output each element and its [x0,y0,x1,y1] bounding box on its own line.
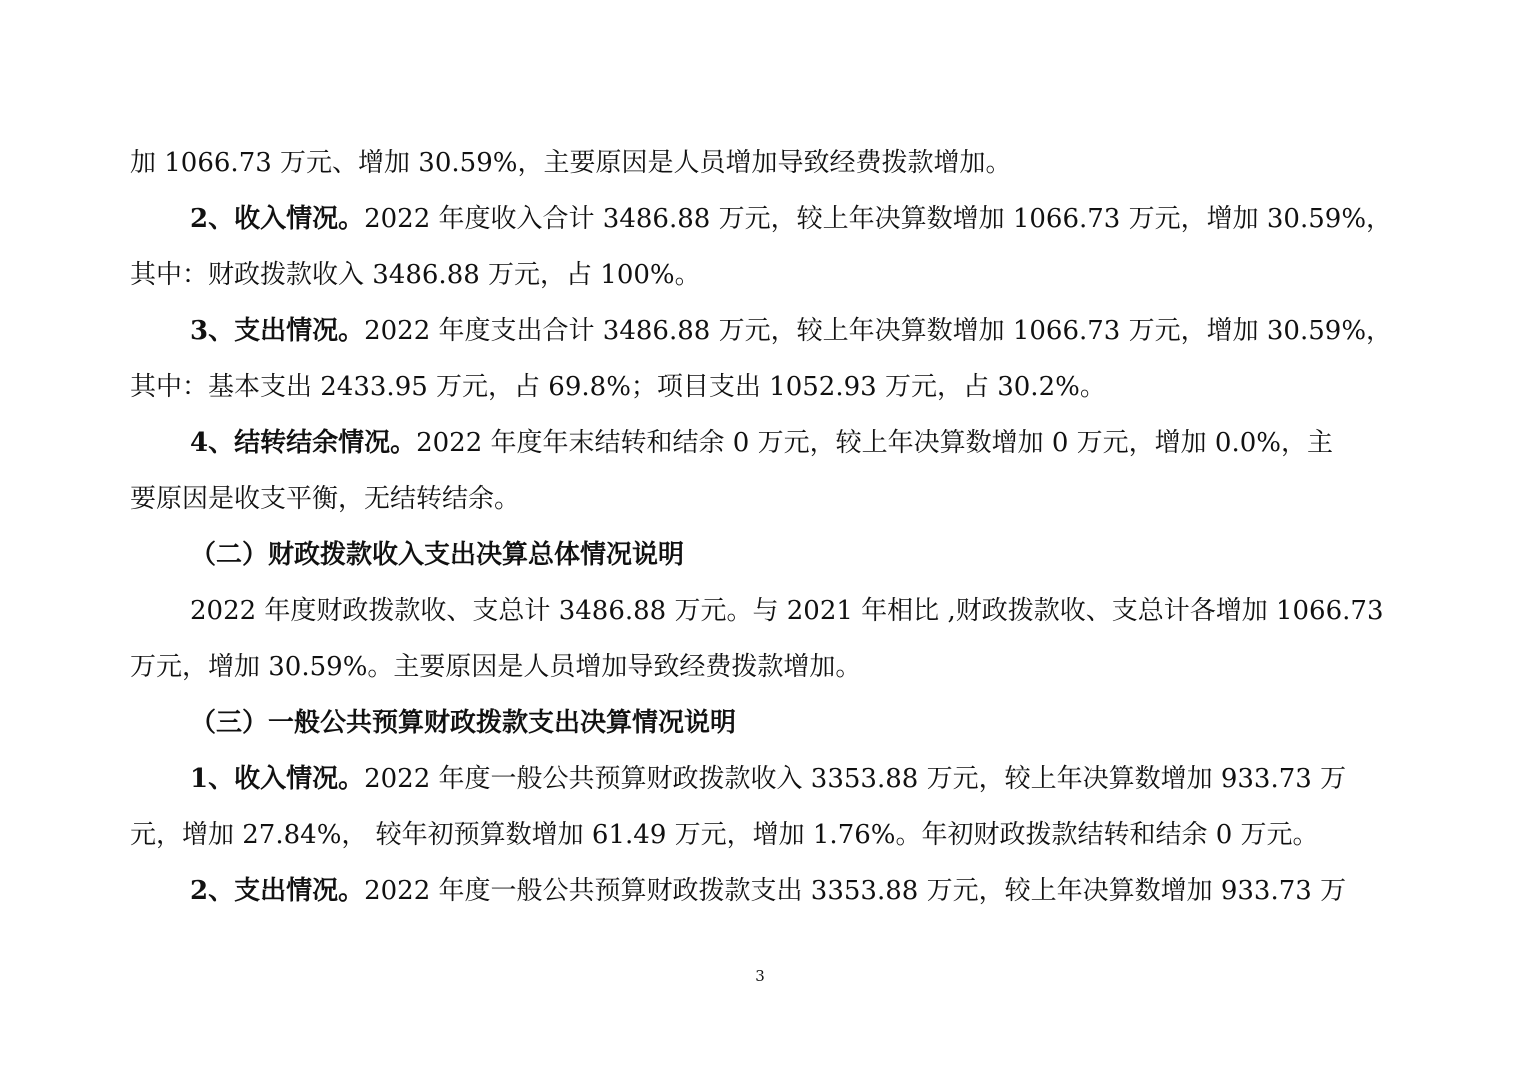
line-text: 要原因是收支平衡，无结转结余。 [130,484,521,514]
text-line [130,647,1395,687]
text-line [190,199,1395,239]
text-line [190,871,1395,911]
section-heading [190,535,1395,575]
item-lead: 2、支出情况。 [190,876,365,906]
line-text: 2022 年度收入合计 3486.88 万元，较上年决算数增加 1066.73 万元，增加 30.59%， [364,204,1393,234]
line-text: 2022 年度年末结转和结余 0 万元，较上年决算数增加 0 万元，增加 0.0%，主 [416,428,1333,458]
item-lead: 4、结转结余情况。 [190,428,417,458]
section-heading-text: （二）财政拨款收入支出决算总体情况说明 [190,540,685,570]
text-line [130,255,1395,295]
text-line [130,815,1395,855]
text-line [130,143,1395,183]
text-line [190,423,1395,463]
text-line [190,311,1395,351]
line-text: 其中：财政拨款收入 3486.88 万元，占 100%。 [130,260,701,290]
text-line [190,591,1395,631]
line-text: 其中：基本支出 2433.95 万元，占 69.8%；项目支出 1052.93 万元，占 30.2%。 [130,372,1106,402]
text-line [130,367,1395,407]
item-lead: 1、收入情况。 [190,764,365,794]
text-line [130,479,1395,519]
line-text: 万元，增加 30.59%。主要原因是人员增加导致经费拨款增加。 [130,652,862,682]
section-heading-text: （三）一般公共预算财政拨款支出决算情况说明 [190,708,737,738]
line-text: 2022 年度财政拨款收、支总计 3486.88 万元。与 2021 年相比 ,财政拨款收、支总计各增加 1066.73 [190,596,1384,626]
line-text: 2022 年度一般公共预算财政拨款支出 3353.88 万元，较上年决算数增加 933.73 万 [364,876,1347,906]
item-lead: 3、支出情况。 [190,316,365,346]
page-number: 3 [755,967,765,985]
item-lead: 2、收入情况。 [190,204,365,234]
line-text: 加 1066.73 万元、增加 30.59%，主要原因是人员增加导致经费拨款增加。 [130,148,1012,178]
text-line [190,759,1395,799]
section-heading [190,703,1395,743]
line-text: 2022 年度一般公共预算财政拨款收入 3353.88 万元，较上年决算数增加 933.73 万 [364,764,1347,794]
line-text: 元，增加 27.84%， 较年初预算数增加 61.49 万元，增加 1.76%。年初财政拨款结转和结余 0 万元。 [130,820,1319,850]
line-text: 2022 年度支出合计 3486.88 万元，较上年决算数增加 1066.73 万元，增加 30.59%， [364,316,1393,346]
